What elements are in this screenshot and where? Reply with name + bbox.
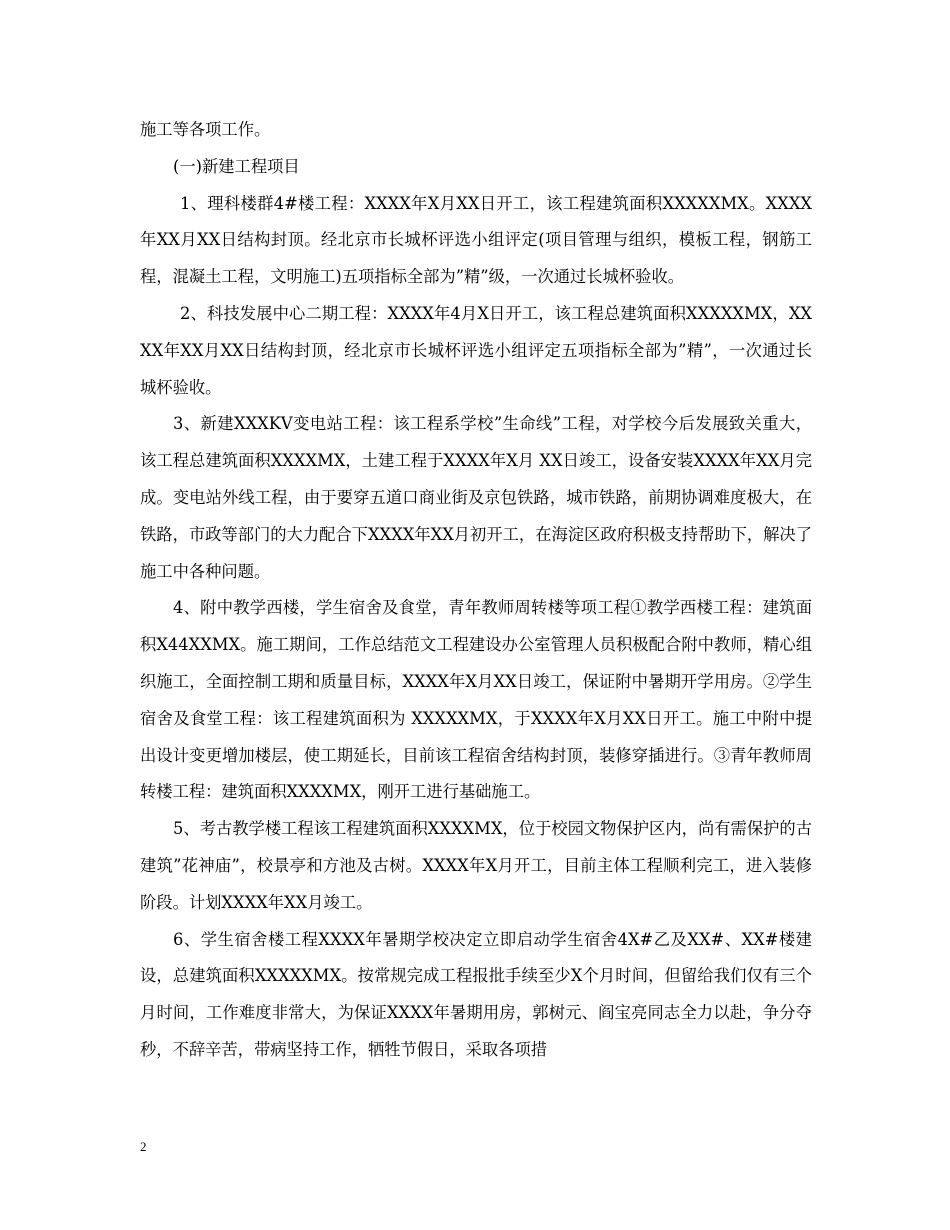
paragraph-item-4: 4、附中教学西楼，学生宿舍及食堂，青年教师周转楼等项工程①教学西楼工程：建筑面积X44XXMX。施工期间，工作总结范文工程建设办公室管理人员积极配合附中教师，精心组织施工，全面控制工期和质量目标，XXXX年X月XX日竣工，保证附中暑期开学用房。②学生宿舍及食堂工程：该工程建筑面积为 XXXXXMX，于XXXX年X月XX日开工。施工中附中提出设计变更增加楼层，使工期延长，目前该工程宿舍结构封顶，装修穿插进行。③青年教师周转楼工程：建筑面积XXXXMX，刚开工进行基础施工。 <box>140 598 812 802</box>
paragraph-continuation: 施工等各项工作。 <box>140 120 271 139</box>
paragraph-item-3: 3、新建XXXKV变电站工程：该工程系学校”生命线”工程，对学校今后发展致关重大，该工程总建筑面积XXXXMX，土建工程于XXXX年X月 XX日竣工，设备安装XXXX年XX月完成。变电站外线工程，由于要穿五道口商业街及京包铁路，城市铁路，前期协调难度极大，在铁路，市政等部门的大力配合下XXXX年XX月初开工，在海淀区政府积极支持帮助下，解决了施工中各种问题。 <box>140 414 812 581</box>
paragraph-item-5: 5、考古教学楼工程该工程建筑面积XXXXMX，位于校园文物保护区内，尚有需保护的古建筑”花神庙”，校景亭和方池及古树。XXXX年X月开工，目前主体工程顺利完工，进入装修阶段。计划XXXX年XX月竣工。 <box>140 819 812 912</box>
section-heading-new-projects: (一)新建工程项目 <box>173 156 300 176</box>
document-body <box>140 112 812 1069</box>
page-number: 2 <box>140 1139 147 1154</box>
paragraph-item-6: 6、学生宿舍楼工程XXXX年暑期学校决定立即启动学生宿舍4X#乙及XX#、XX#楼建设，总建筑面积XXXXXMX。按常规完成工程报批手续至少X个月时间，但留给我们仅有三个月时间，工作难度非常大，为保证XXXX年暑期用房，郭树元、阎宝亮同志全力以赴，争分夺秒，不辞辛苦，带病坚持工作，牺牲节假日，采取各项措 <box>140 929 812 1059</box>
paragraph-item-1: 1、理科楼群4#楼工程：XXXX年X月XX日开工，该工程建筑面积XXXXXMX。XXXX年XX月XX日结构封顶。经北京市长城杯评选小组评定(项目管理与组织，模板工程，钢筋工程，混凝土工程，文明施工)五项指标全部为”精”级，一次通过长城杯验收。 <box>140 193 812 287</box>
paragraph-item-2: 2、科技发展中心二期工程：XXXX年4月X日开工，该工程总建筑面积XXXXXMX，XXXX年XX月XX日结构封顶，经北京市长城杯评选小组评定五项指标全部为”精”，一次通过长城杯验收。 <box>140 303 812 397</box>
